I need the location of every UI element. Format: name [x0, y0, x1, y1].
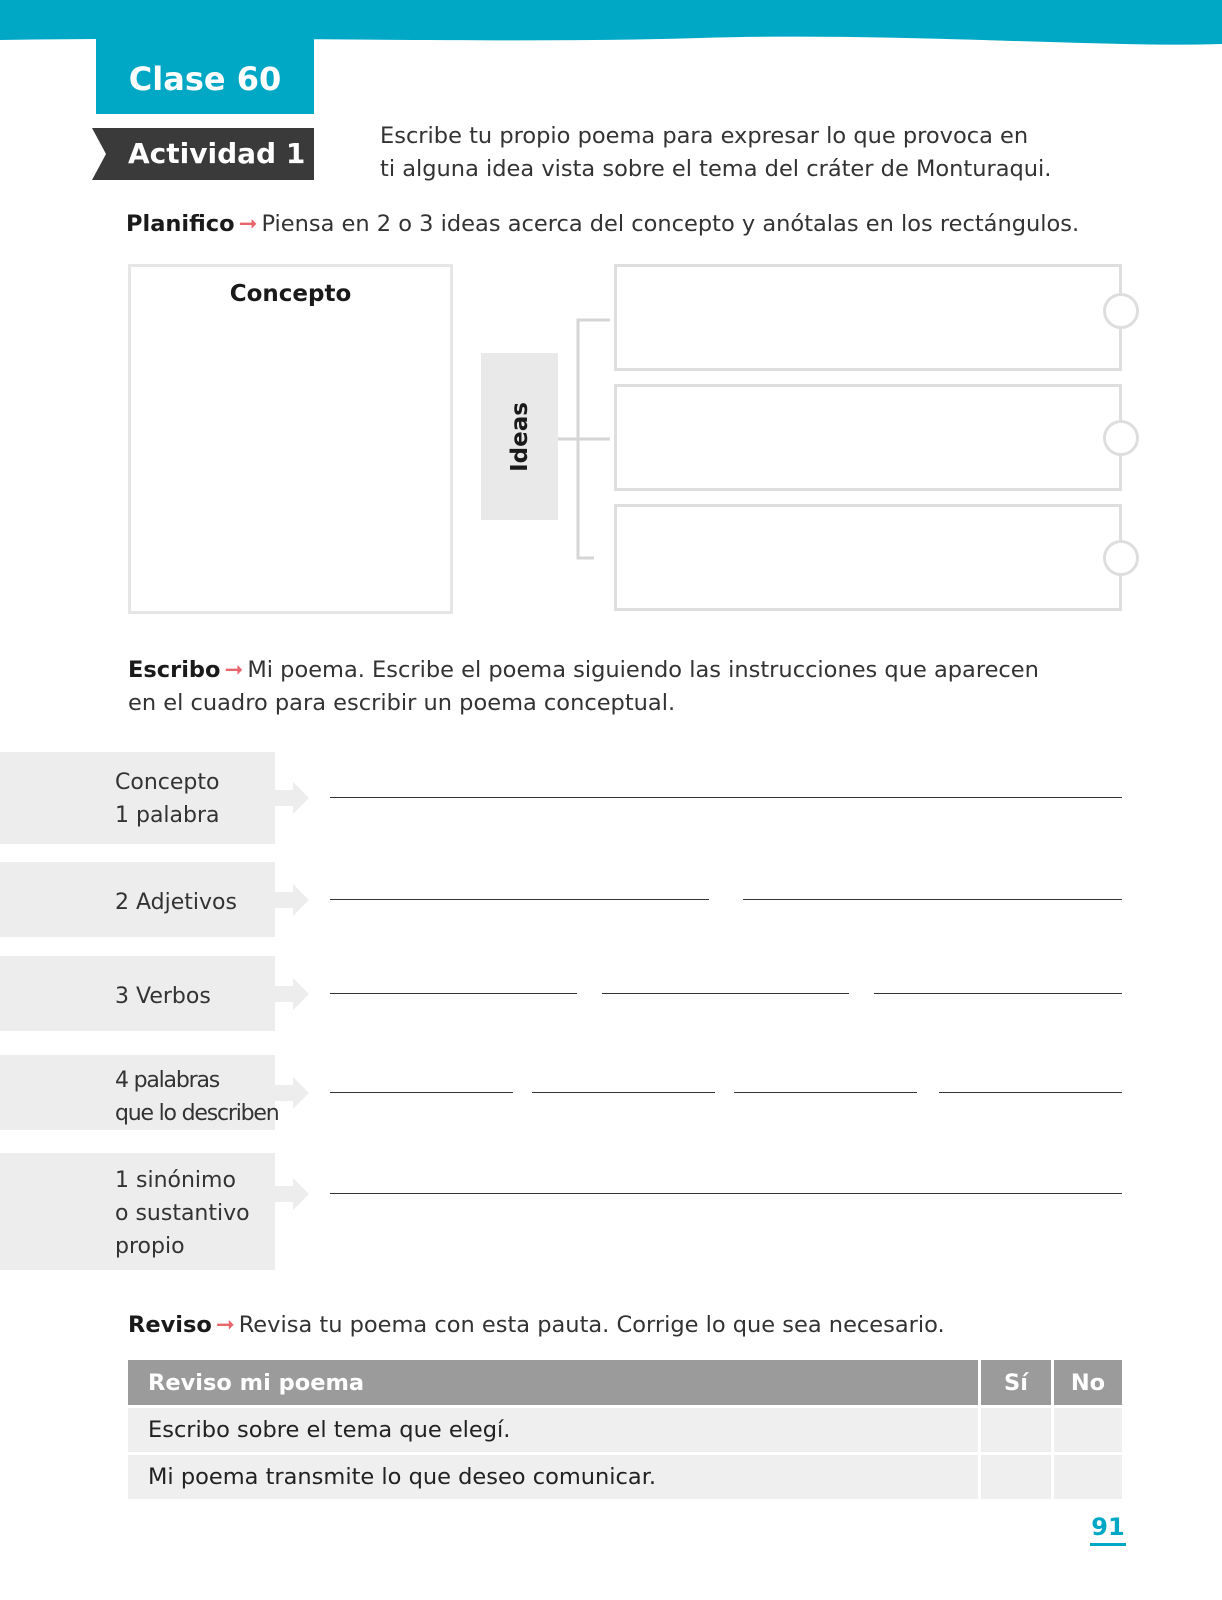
- table-header-row: [128, 1360, 1122, 1407]
- answer-line[interactable]: [734, 1092, 917, 1093]
- reviso-heading: Reviso: [128, 1312, 212, 1338]
- concept-title: Concepto: [229, 281, 352, 307]
- row-label-line: Concepto: [115, 770, 220, 795]
- row-label-concepto: [115, 766, 220, 832]
- answer-line[interactable]: [330, 899, 709, 900]
- chevron-right-icon: [275, 882, 311, 918]
- row-label-line: propio: [115, 1234, 185, 1259]
- row-label-line: 3 Verbos: [115, 984, 211, 1009]
- intro-line-1: Escribe tu propio poema para expresar lo que provoca en: [380, 123, 1029, 149]
- activity-instructions: [380, 120, 1140, 186]
- intro-line-2: ti alguna idea vista sobre el tema del cráter de Monturaqui.: [380, 156, 1052, 182]
- idea-box-2[interactable]: [614, 384, 1122, 491]
- idea-box-3[interactable]: [614, 504, 1122, 611]
- chevron-right-icon: [275, 1176, 311, 1212]
- planifico-heading: Planifico: [126, 211, 235, 237]
- arrow-right-icon: ➞: [215, 1312, 235, 1338]
- chevron-right-icon: [275, 976, 311, 1012]
- ideas-tab: [481, 353, 558, 520]
- review-table: [128, 1360, 1122, 1499]
- answer-line[interactable]: [330, 993, 577, 994]
- table-header-criterion: Reviso mi poema: [128, 1360, 980, 1407]
- table-cell-si[interactable]: [980, 1454, 1053, 1500]
- answer-line[interactable]: [330, 1193, 1122, 1194]
- arrow-right-icon: ➞: [238, 211, 258, 237]
- answer-line[interactable]: [743, 899, 1122, 900]
- idea-box-1[interactable]: [614, 264, 1122, 371]
- idea-circle-icon: [1103, 420, 1139, 456]
- planifico-instruction: [126, 208, 1079, 241]
- idea-circle-icon: [1103, 293, 1139, 329]
- concept-box[interactable]: [128, 264, 453, 614]
- escribo-text-line-2: en el cuadro para escribir un poema conceptual.: [128, 690, 676, 716]
- arrow-right-icon: ➞: [224, 657, 244, 683]
- answer-line[interactable]: [602, 993, 849, 994]
- reviso-text: Revisa tu poema con esta pauta. Corrige lo que sea necesario.: [238, 1312, 945, 1338]
- page-number: 91: [1090, 1513, 1126, 1546]
- table-cell-no[interactable]: [1053, 1407, 1123, 1454]
- row-label-line: 1 sinónimo: [115, 1168, 236, 1193]
- ideas-bracket: [558, 318, 614, 568]
- table-header-no: No: [1053, 1360, 1123, 1407]
- row-label-sinonimo: [115, 1164, 250, 1263]
- row-label-line: 1 palabra: [115, 803, 220, 828]
- row-label-verbos: [115, 980, 211, 1013]
- table-header-si: Sí: [980, 1360, 1053, 1407]
- answer-line[interactable]: [330, 797, 1122, 798]
- row-label-line: que lo describen: [115, 1101, 279, 1126]
- table-cell-criterion: Escribo sobre el tema que elegí.: [128, 1407, 980, 1454]
- answer-line[interactable]: [532, 1092, 715, 1093]
- planifico-text: Piensa en 2 o 3 ideas acerca del concepto y anótalas en los rectángulos.: [261, 211, 1080, 237]
- row-label-line: 2 Adjetivos: [115, 890, 237, 915]
- chevron-right-icon: [275, 780, 311, 816]
- table-cell-criterion: Mi poema transmite lo que deseo comunicar.: [128, 1454, 980, 1500]
- escribo-text-line-1: Mi poema. Escribe el poema siguiendo las instrucciones que aparecen: [247, 657, 1039, 683]
- row-label-line: 4 palabras: [115, 1068, 219, 1093]
- table-cell-si[interactable]: [980, 1407, 1053, 1454]
- row-label-palabras: [115, 1064, 278, 1130]
- reviso-instruction: [128, 1309, 945, 1342]
- answer-line[interactable]: [330, 1092, 513, 1093]
- clase-tab: [96, 34, 314, 114]
- table-cell-no[interactable]: [1053, 1454, 1123, 1500]
- idea-circle-icon: [1103, 540, 1139, 576]
- answer-line[interactable]: [939, 1092, 1122, 1093]
- row-label-adjetivos: [115, 886, 237, 919]
- row-label-line: o sustantivo: [115, 1201, 250, 1226]
- escribo-heading: Escribo: [128, 657, 221, 683]
- answer-line[interactable]: [874, 993, 1122, 994]
- table-row: [128, 1407, 1122, 1454]
- chevron-right-icon: [275, 1075, 311, 1111]
- escribo-instruction: [128, 654, 1128, 720]
- clase-label: Clase 60: [128, 60, 282, 98]
- ideas-label: Ideas: [506, 401, 533, 472]
- actividad-label: Actividad 1: [128, 137, 306, 170]
- table-row: [128, 1454, 1122, 1500]
